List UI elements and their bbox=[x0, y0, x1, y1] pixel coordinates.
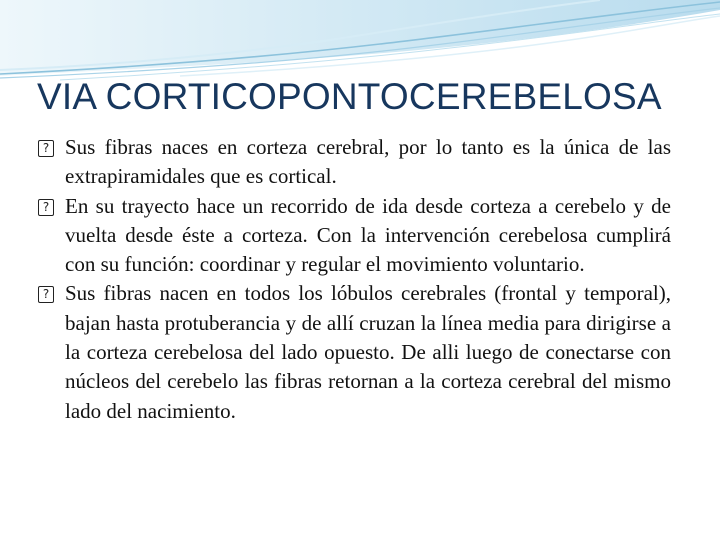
bullet-list bbox=[37, 133, 671, 426]
bullet-item bbox=[37, 279, 671, 425]
bullet-item bbox=[37, 192, 671, 280]
missing-glyph-icon bbox=[38, 286, 54, 303]
bullet-text: En su trayecto hace un recorrido de ida desde corteza a cerebelo y de vuelta desde éste a corteza. Con la intervención cerebelosa cumplirá con su función: coordinar y regular el movimiento voluntario. bbox=[65, 193, 671, 277]
bullet-item bbox=[37, 133, 671, 192]
missing-glyph-icon bbox=[38, 140, 54, 157]
page-title: VIA CORTICOPONTOCEREBELOSA bbox=[37, 76, 662, 117]
bullet-text: Sus fibras nacen en todos los lóbulos cerebrales (frontal y temporal), bajan hasta protuberancia y de allí cruzan la línea media para dirigirse a la corteza cerebelosa del lado opuesto. De alli luego de conectarse con núcleos del cerebelo las fibras retornan a la corteza cerebral del mismo lado del nacimiento. bbox=[65, 281, 671, 423]
bullet-text: Sus fibras naces en corteza cerebral, por lo tanto es la única de las extrapiramidales que es cortical. bbox=[65, 135, 671, 189]
missing-glyph-icon bbox=[38, 199, 54, 216]
